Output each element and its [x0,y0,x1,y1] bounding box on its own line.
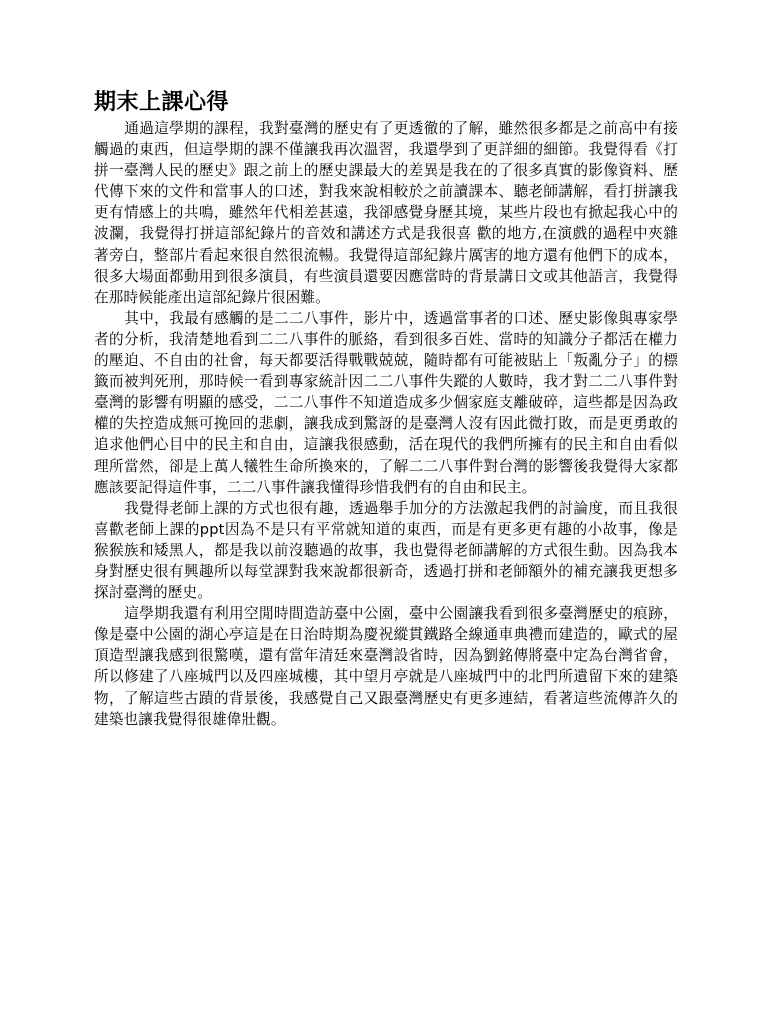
paragraph-3-text: 我覺得老師上課的方式也很有趣，透過舉手加分的方法激起我們的討論度，而且我很喜歡老師上課的ppt因為不是只有平常就知道的東西，而是有更多更有趣的小故事，像是猴猴族和矮黑人，都是我以前沒聽過的故事，我也覺得老師講解的方式很生動。因為我本身對歷史很有興趣所以每堂課對我來說都很新奇，透過打拼和老師額外的補充讓我更想多探討臺灣的歷史。 [94,499,678,602]
paragraph-3 [94,498,678,603]
paragraph-2 [94,308,678,498]
document-page [94,88,678,730]
paragraph-4 [94,603,678,730]
paragraph-1-text: 通過這學期的課程，我對臺灣的歷史有了更透徹的了解，雖然很多都是之前高中有接觸過的東西，但這學期的課不僅讓我再次溫習，我還學到了更詳細的細節。我覺得看《打拼一臺灣人民的歷史》跟之前上的歷史課最大的差異是我在的了很多真實的影像資料、歷代傳下來的文件和當事人的口述，對我來說相較於之前讀課本、聽老師講解，看打拼讓我更有情感上的共鳴，雖然年代相差甚遠，我卻感覺身歷其境，某些片段也有掀起我心中的波瀾，我覺得打拼這部紀錄片的音效和講述方式是我很喜 歡的地方,在演戲的過程中夾雜著旁白，整部片看起來很自然很流暢。我覺得這部紀錄片厲害的地方還有他們下的成本，很多大場面都動用到很多演員，有些演員還要因應當時的背景講日文或其他語言，我覺得在那時候能產出這部紀錄片很困難。 [94,120,678,306]
document-title: 期末上課心得 [94,90,230,115]
paragraph-4-text: 這學期我還有利用空閒時間造訪臺中公園，臺中公園讓我看到很多臺灣歷史的痕跡，像是臺中公園的湖心亭這是在日治時期為慶祝縱貫鐵路全線通車典禮而建造的，歐式的屋頂造型讓我感到很驚嘆，還有當年清廷來臺灣設省時，因為劉銘傳將臺中定為台灣省會，所以修建了八座城門以及四座城樓，其中望月亭就是八座城門中的北門所遺留下來的建築物，了解這些古蹟的背景後，我感覺自己又跟臺灣歷史有更多連結，看著這些流傳許久的建築也讓我覺得很雄偉壯觀。 [94,605,678,728]
paragraph-2-text: 其中，我最有感觸的是二二八事件，影片中，透過當事者的口述、歷史影像與專家學者的分析，我清楚地看到二二八事件的脈絡，看到很多百姓、當時的知識分子都活在權力的壓迫、不自由的社會，每天都要活得戰戰兢兢，隨時都有可能被貼上「叛亂分子」的標籤而被判死刑，那時候一看到專家統計因二二八事件失蹤的人數時，我才對二二八事件對臺灣的影響有明顯的感受，二二八事件不知道造成多少個家庭支離破碎，這些都是因為政權的失控造成無可挽回的悲劇，讓我成到驚訝的是臺灣人沒有因此微打敗，而是更勇敢的追求他們心目中的民主和自由，這讓我很感動，活在現代的我們所擁有的民主和自由看似理所當然，卻是上萬人犧牲生命所換來的，了解二二八事件對台灣的影響後我覺得大家都應該要記得這件事，二二八事件讓我懂得珍惜我們有的自由和民主。 [94,309,678,496]
paragraph-1 [94,118,678,308]
